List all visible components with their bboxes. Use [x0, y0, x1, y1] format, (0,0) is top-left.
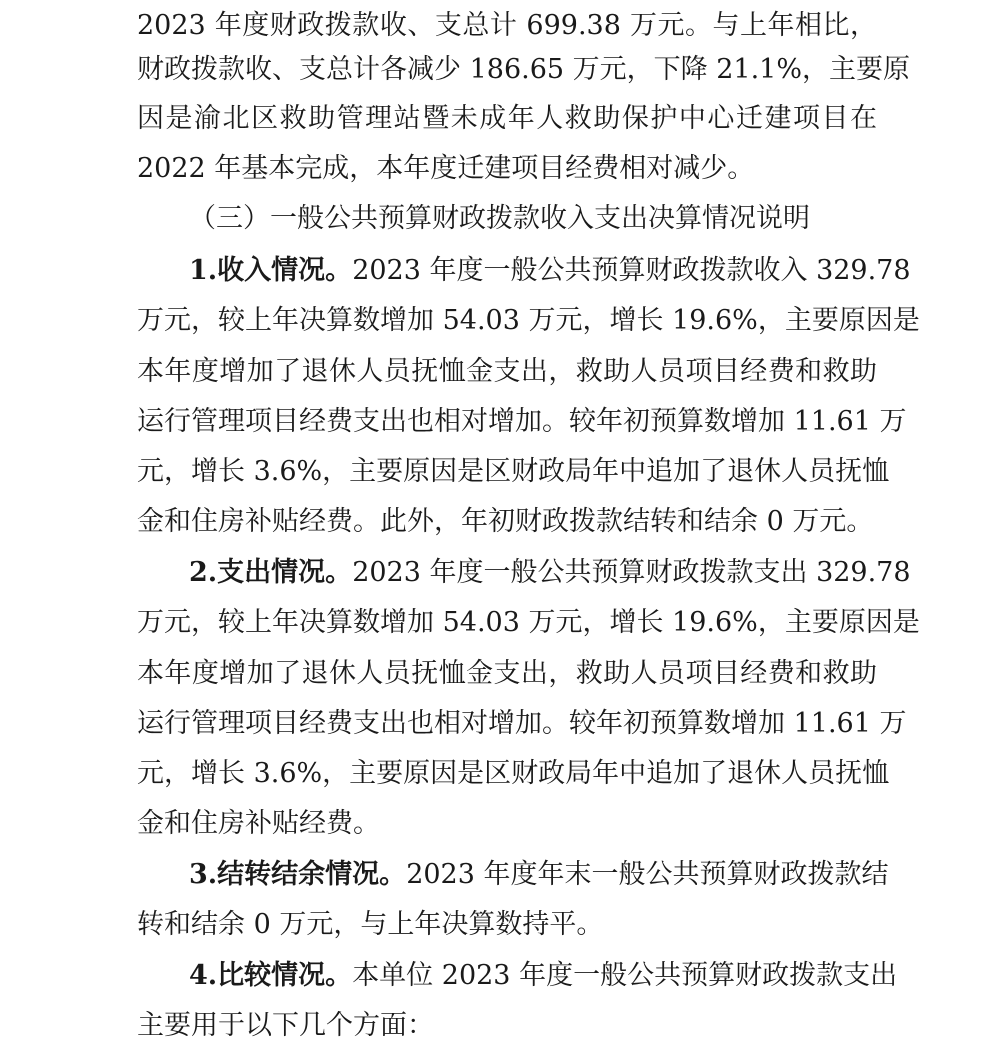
- paragraph-lead: 4.比较情况。: [189, 960, 353, 991]
- section-heading: （三）一般公共预算财政拨款收入支出决算情况说明: [189, 203, 810, 234]
- paragraph-line: 因是渝北区救助管理站暨未成年人救助保护中心迁建项目在: [137, 103, 877, 134]
- paragraph-first-line: [137, 849, 889, 901]
- paragraph-line: 财政拨款收、支总计各减少 186.65 万元，下降 21.1%，主要原: [137, 54, 910, 85]
- paragraph-line: 万元，较上年决算数增加 54.03 万元，增长 19.6%，主要原因是: [137, 305, 920, 336]
- paragraph-lead: 2.支出情况。: [189, 557, 353, 588]
- paragraph-line: 本年度增加了退休人员抚恤金支出，救助人员项目经费和救助: [137, 658, 877, 689]
- paragraph-text: 本单位 2023 年度一般公共预算财政拨款支出: [352, 960, 898, 991]
- paragraph-text: 2023 年度年末一般公共预算财政拨款结: [406, 859, 889, 890]
- paragraph-first-line: [137, 245, 911, 297]
- paragraph-line: 万元，较上年决算数增加 54.03 万元，增长 19.6%，主要原因是: [137, 607, 920, 638]
- paragraph-line: 本年度增加了退休人员抚恤金支出，救助人员项目经费和救助: [137, 356, 877, 387]
- paragraph-line: 元，增长 3.6%，主要原因是区财政局年中追加了退休人员抚恤: [137, 456, 890, 487]
- paragraph-text: 2023 年度一般公共预算财政拨款收入 329.78: [352, 255, 911, 286]
- paragraph-line: 金和住房补贴经费。此外，年初财政拨款结转和结余 0 万元。: [137, 506, 874, 537]
- paragraph-line: 运行管理项目经费支出也相对增加。较年初预算数增加 11.61 万: [137, 406, 907, 437]
- paragraph-line: 元，增长 3.6%，主要原因是区财政局年中追加了退休人员抚恤: [137, 758, 890, 789]
- paragraph-first-line: [137, 547, 911, 599]
- paragraph-line: 运行管理项目经费支出也相对增加。较年初预算数增加 11.61 万: [137, 708, 907, 739]
- paragraph-line: 金和住房补贴经费。: [137, 808, 380, 839]
- paragraph-text: 2023 年度一般公共预算财政拨款支出 329.78: [352, 557, 911, 588]
- paragraph-first-line: [137, 950, 898, 1002]
- paragraph-lead: 1.收入情况。: [189, 255, 353, 286]
- paragraph-line: 2022 年基本完成，本年度迁建项目经费相对减少。: [137, 153, 755, 184]
- paragraph-line: 主要用于以下几个方面：: [137, 1010, 434, 1041]
- paragraph-line: 转和结余 0 万元，与上年决算数持平。: [137, 909, 604, 940]
- paragraph-lead: 3.结转结余情况。: [189, 859, 407, 890]
- paragraph-line: 2023 年度财政拨款收、支总计 699.38 万元。与上年相比，: [137, 10, 877, 41]
